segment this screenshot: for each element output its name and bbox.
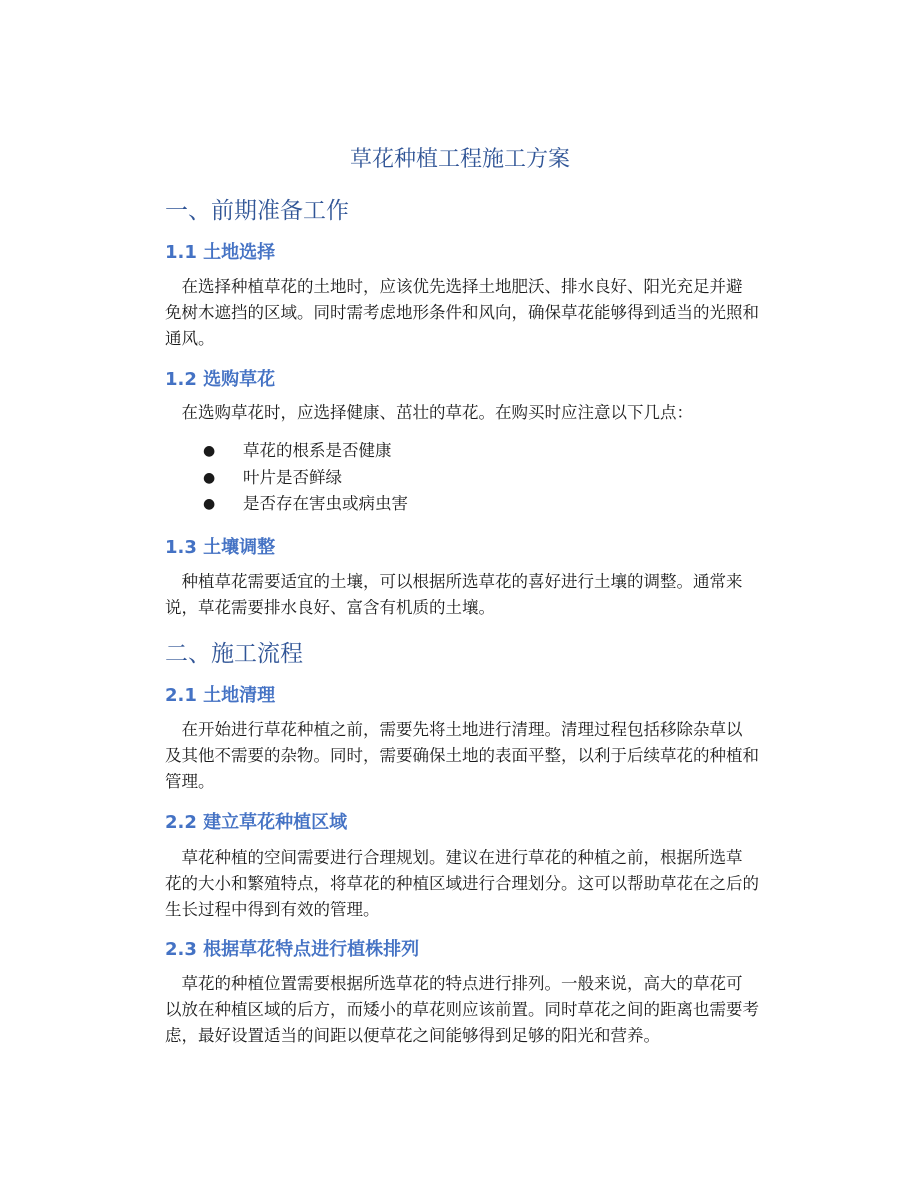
paragraph-line: 虑，最好设置适当的间距以便草花之间能够得到足够的阳光和营养。 <box>165 1026 660 1045</box>
paragraph-line: 通风。 <box>165 329 215 348</box>
paragraph-line: 在选择种植草花的土地时，应该优先选择土地肥沃、排水良好、阳光充足并避 <box>165 277 743 296</box>
paragraph-line: 说，草花需要排水良好、富含有机质的土壤。 <box>165 598 495 617</box>
list-item-text: 叶片是否鲜绿 <box>243 467 342 487</box>
paragraph-line: 花的大小和繁殖特点，将草花的种植区域进行合理划分。这可以帮助草花在之后的 <box>165 874 759 893</box>
subsection-heading-1-2: 1.2 选购草花 <box>165 369 276 390</box>
bullet-icon: ● <box>203 496 216 512</box>
paragraph-2-2 <box>165 845 790 923</box>
subsection-heading-2-2: 2.2 建立草花种植区域 <box>165 812 348 833</box>
subsection-heading-1-1: 1.1 土地选择 <box>165 242 276 263</box>
paragraph-line: 及其他不需要的杂物。同时，需要确保土地的表面平整，以利于后续草花的种植和 <box>165 746 759 765</box>
paragraph-2-1 <box>165 717 790 795</box>
subsection-heading-2-1: 2.1 土地清理 <box>165 685 276 706</box>
paragraph-line: 生长过程中得到有效的管理。 <box>165 900 380 919</box>
paragraph-1-2 <box>165 400 790 426</box>
paragraph-2-3 <box>165 971 790 1049</box>
subsection-heading-1-3: 1.3 土壤调整 <box>165 537 276 558</box>
paragraph-line: 管理。 <box>165 772 215 791</box>
paragraph-line: 草花的种植位置需要根据所选草花的特点进行排列。一般来说，高大的草花可 <box>165 974 743 993</box>
document-title: 草花种植工程施工方案 <box>349 147 570 172</box>
subsection-heading-2-3: 2.3 根据草花特点进行植株排列 <box>165 939 420 960</box>
paragraph-1-3 <box>165 569 790 621</box>
paragraph-line: 以放在种植区域的后方，而矮小的草花则应该前置。同时草花之间的距离也需要考 <box>165 1000 759 1019</box>
paragraph-line: 草花种植的空间需要进行合理规划。建议在进行草花的种植之前，根据所选草 <box>165 848 743 867</box>
list-item-text: 草花的根系是否健康 <box>243 441 392 460</box>
bullet-icon: ● <box>203 443 216 459</box>
section-heading-1: 一、前期准备工作 <box>165 198 349 224</box>
paragraph-line: 在选购草花时，应选择健康、茁壮的草花。在购买时应注意以下几点： <box>165 403 693 422</box>
bullet-icon: ● <box>203 469 216 486</box>
paragraph-line: 种植草花需要适宜的土壤，可以根据所选草花的喜好进行土壤的调整。通常来 <box>165 572 743 591</box>
paragraph-line: 在开始进行草花种植之前，需要先将土地进行清理。清理过程包括移除杂草以 <box>165 720 743 739</box>
paragraph-1-1 <box>165 274 790 352</box>
paragraph-line: 免树木遮挡的区域。同时需考虑地形条件和风向，确保草花能够得到适当的光照和 <box>165 303 759 322</box>
list-item-text: 是否存在害虫或病虫害 <box>243 494 408 513</box>
section-heading-2: 二、施工流程 <box>165 641 303 667</box>
